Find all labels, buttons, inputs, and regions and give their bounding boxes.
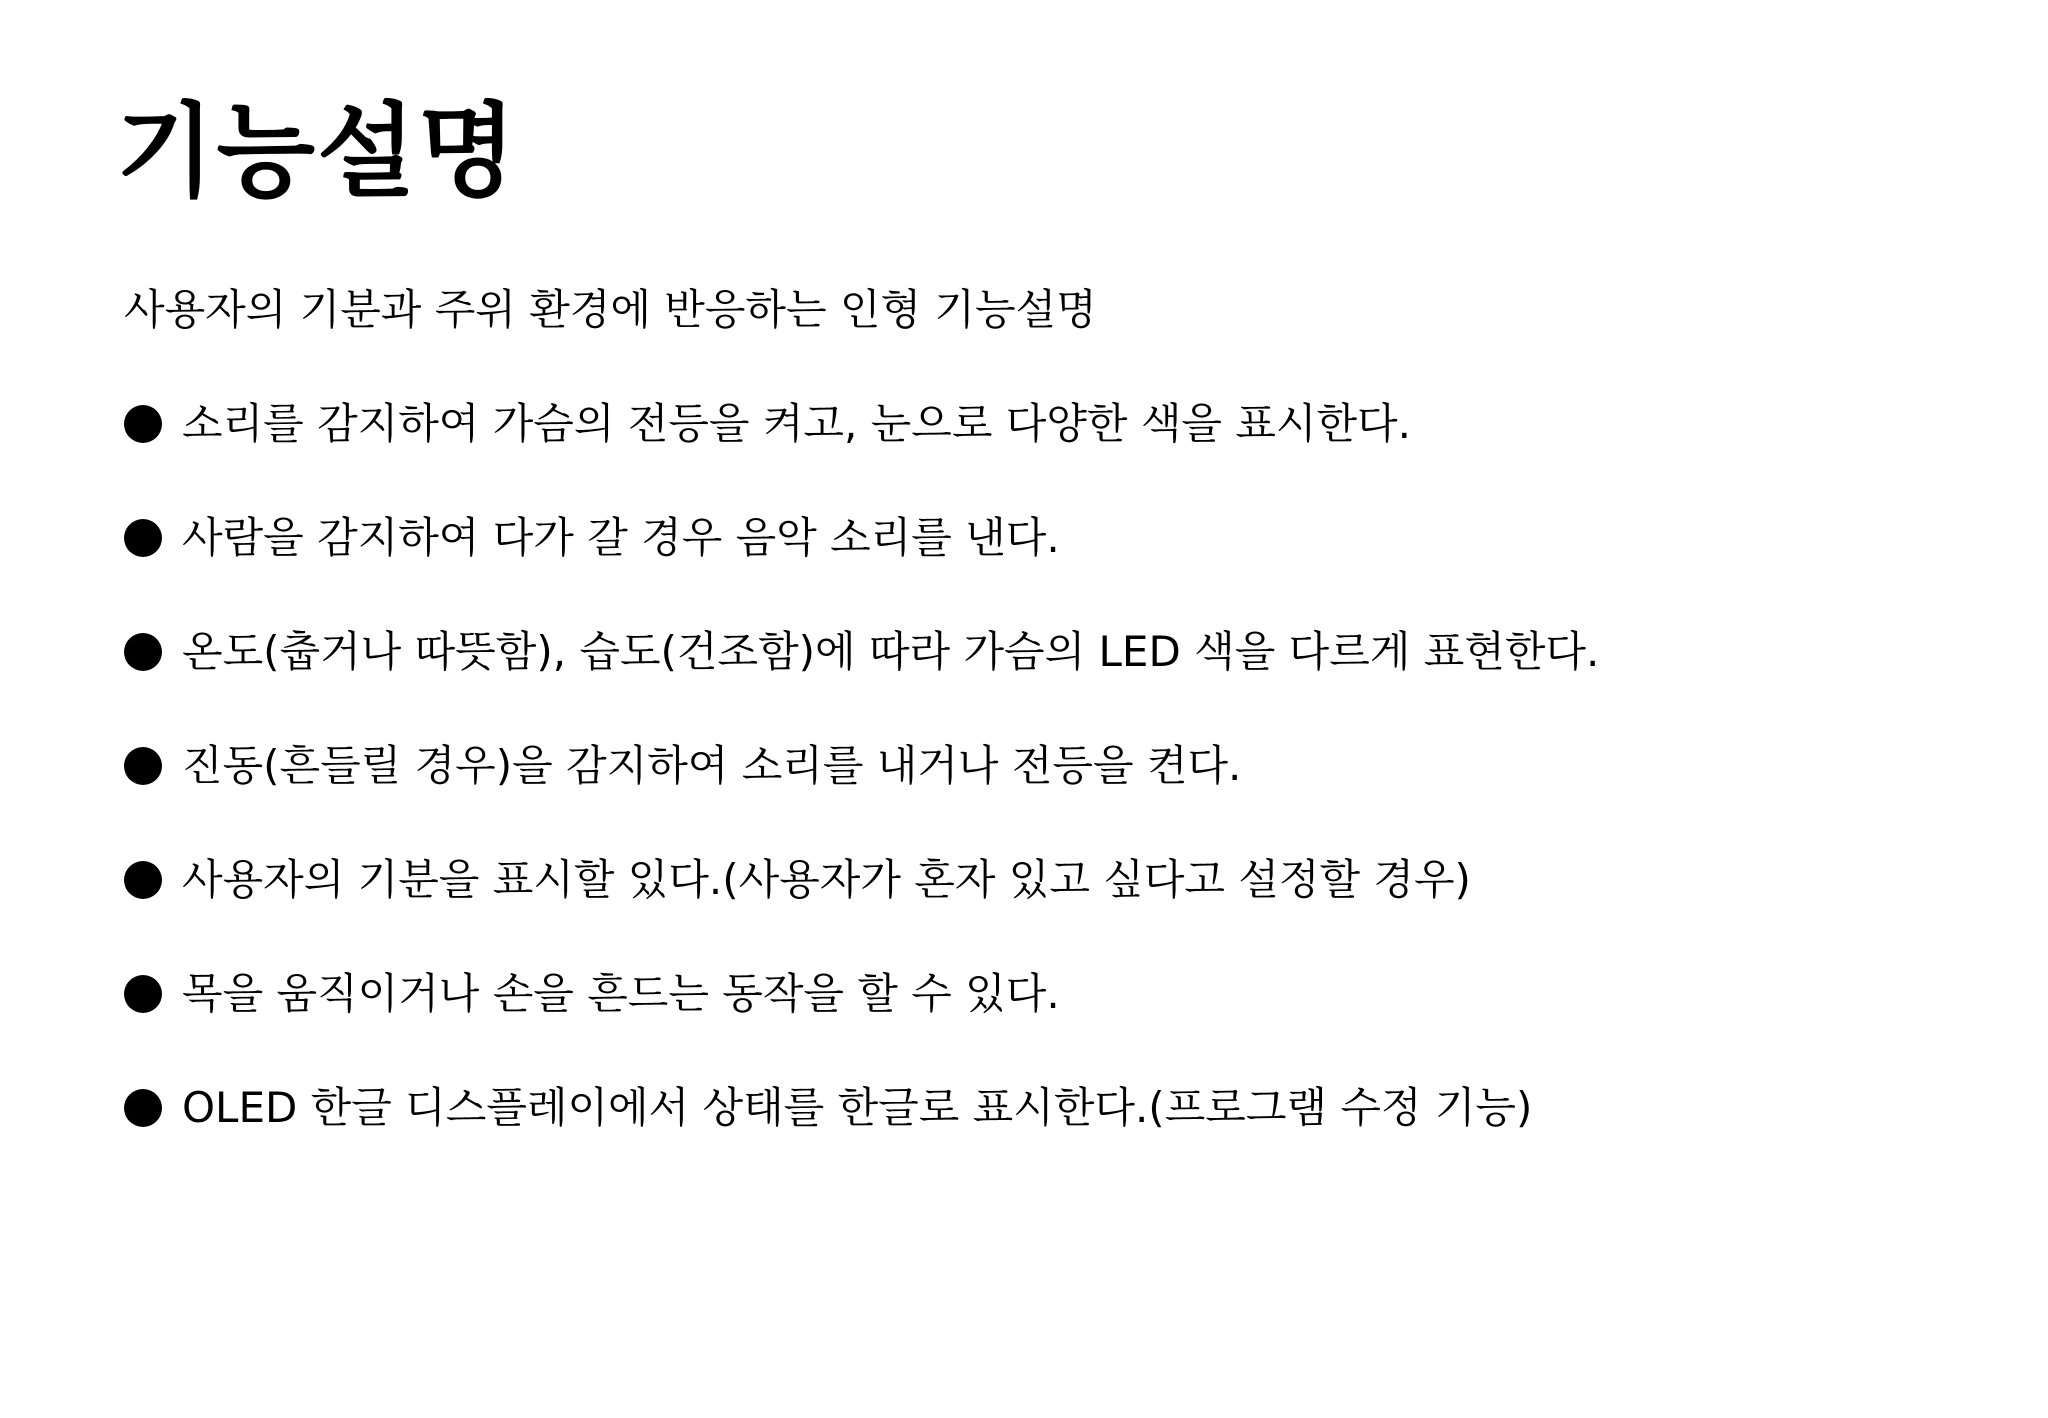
feature-item [124,1080,1599,1136]
feature-item [124,966,1599,1022]
feature-item [124,396,1599,452]
feature-text: 온도(춥거나 따뜻함), 습도(건조함)에 따라 가슴의 LED 색을 다르게 표현한다. [182,627,1600,676]
feature-text: 진동(흔들릴 경우)을 감지하여 소리를 내거나 전등을 켠다. [182,741,1242,790]
bullet-icon [124,747,162,785]
feature-text: 사람을 감지하여 다가 갈 경우 음악 소리를 낸다. [182,513,1060,562]
feature-item [124,510,1599,566]
bullet-icon [124,975,162,1013]
feature-list [124,396,1599,1194]
feature-text: OLED 한글 디스플레이에서 상태를 한글로 표시한다.(프로그램 수정 기능) [182,1083,1533,1132]
bullet-icon [124,519,162,557]
feature-item [124,738,1599,794]
bullet-icon [124,633,162,671]
feature-item [124,624,1599,680]
feature-text: 목을 움직이거나 손을 흔드는 동작을 할 수 있다. [182,969,1060,1018]
page-title: 기능설명 [116,93,519,212]
bullet-icon [124,861,162,899]
bullet-icon [124,1089,162,1127]
feature-item [124,852,1599,908]
bullet-icon [124,405,162,443]
page-subtitle: 사용자의 기분과 주위 환경에 반응하는 인형 기능설명 [124,285,1097,334]
feature-text: 사용자의 기분을 표시할 있다.(사용자가 혼자 있고 싶다고 설정할 경우) [182,855,1471,904]
feature-text: 소리를 감지하여 가슴의 전등을 켜고, 눈으로 다양한 색을 표시한다. [182,399,1411,448]
